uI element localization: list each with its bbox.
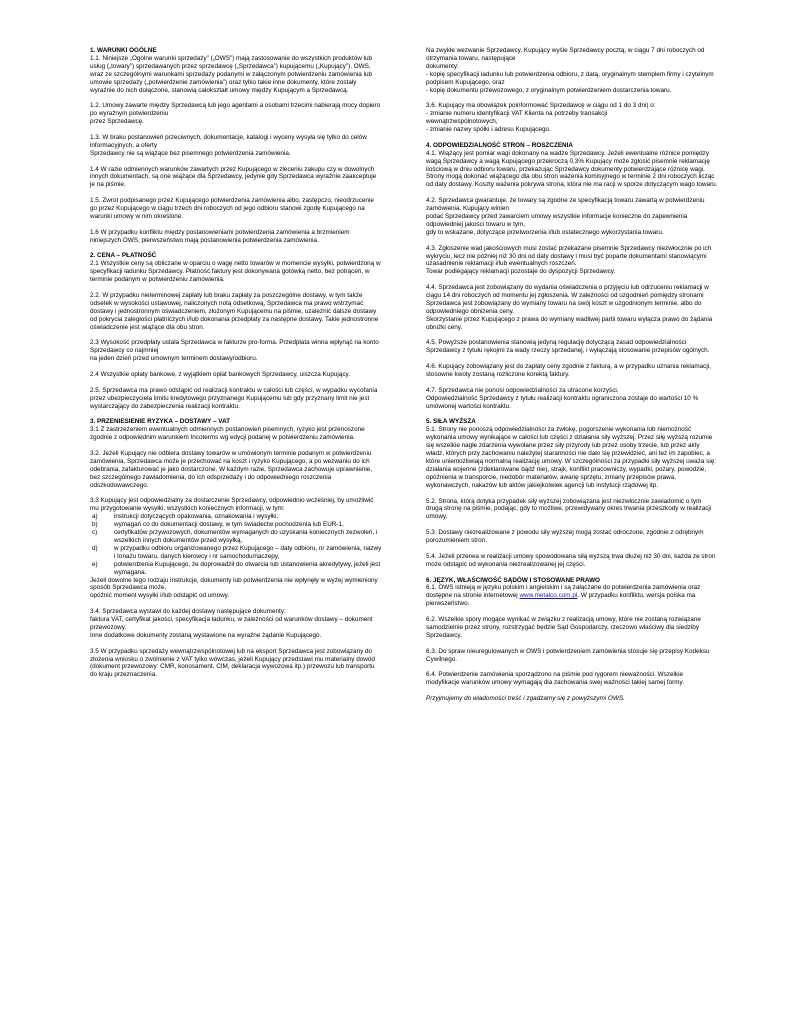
list-text: instrukcji dotyczących opakowania, oznakowania i wysyłki,	[114, 513, 279, 521]
list-marker: d)	[92, 544, 98, 552]
paragraph-5-3: 5.3. Dostawy niezrealizowane z powodu siły wyższej mogą zostać odroczone, zgodnie z odrębnym porozumieniem stron.	[426, 529, 704, 545]
paragraph-4-1: 4.1. Wiążący jest pomiar wagi dokonany na wadze Sprzedawcy. Jeżeli ewentualne różnice pomiędzy wagą Sprzedawcy a wagą Kupującego przekroczą 0,3% Kupujący może zgłosić pisemnie reklamację ilościową w dniu odbioru towaru, przekazując Sprzedawcy dokumenty potwierdzające różnicę wagi. Strony mogą dokonać wiążącego dla obu stron ważenia komisyjnego w terminie 2 dni roboczych licząc od daty dostawy. Koszty ważenia pokrywa strona, która nie ma racji w sporze dotyczącym wago towaru.	[426, 149, 718, 189]
paragraph-3-6-line-4: - zmianie nazwy spółki i adresu Kupującego.	[426, 126, 551, 134]
paragraph-1-2-line-2: przez Sprzedawcę.	[90, 118, 144, 126]
paragraph-4-2-line-3: gdy to wskazane, dotyczące przetworzenia i/lub ostatecznego wykorzystania towaru.	[426, 228, 664, 236]
section-3	[90, 418, 382, 679]
paragraph-2-3-line-1: 2.3 Wysokość przedpłaty ustala Sprzedawca w fakturze pro-forma. Przedpłata winna wpłynąć na konto Sprzedawcy co najmniej	[90, 339, 379, 355]
paragraph-5-1: 5.1. Strony nie ponoszą odpowiedzialności za zwłokę, pogorszenie wykonania lub niemożność wykonania umowy wynikające w całości lub części z działania siły wyższej. Przez siłę wyższą rozumie się wszelkie nagłe zdarzenia wywołane przez siły przyrody lub przez osoby trzecie, lub przez akty władz, których przy zachowaniu należytej staranności nie dało się przewidzieć, ani też im zapobiec, a które uniemożliwiają normalną realizację umowy. W szczególności za przypadki siły wyższej uważa się: działania wojenne (zdeklarowane bądź nie), strajk, konflikt pracowniczy, wypadki, pożary, powodzie, opóźnienia w transporcie, niedobór materiałów, awarię sprzętu, zmiany przepisów prawa, wykonawczych, nakazów lub aktów jakiejkolwiek agencji lub instytucji rządowej itp.	[426, 426, 717, 489]
list-marker: a)	[92, 513, 98, 521]
left-column	[90, 47, 382, 687]
paragraph-3-6	[426, 102, 718, 134]
list-text: certyfikatów przywozowych, dokumentów wymaganych do uzyskania koniecznych zezwoleń, i wszelkich innych dokumentów przed wysyłką,	[114, 529, 378, 544]
list-marker: b)	[92, 521, 98, 529]
paragraph-3-3-after-line-2: opóźnić moment wysyłki i/lub odstąpić od umowy.	[90, 592, 230, 600]
paragraph-1-2	[90, 102, 382, 126]
paragraph-1-2-line-1: 1.2. Umowy zawarte między Sprzedawcą lub jego agentami a osobami trzecimi nabierają mocy dopiero po wyraźnym potwierdzeniu	[90, 102, 381, 118]
paragraph-4-7-line-2: Odpowiedzialność Sprzedawcy z tytułu realizacji kontraktu ograniczona zostaje do wartości 10 % umówionej wartości kontraktu.	[426, 394, 699, 410]
section-5	[426, 418, 718, 568]
paragraph-4-4-line-1: 4.4. Sprzedawca jest zobowiązany do wydania oświadczenia o przyjęciu lub odrzuceniu reklamacji w ciągu 14 dni roboczych od momentu jej zgłoszenia. W zależności od uzgodnień pomiędzy stronami Sprzedawca jest zobowiązany do wymiany towaru na swój koszt w uzgodnionym terminie, albo do odpowiedniego obniżenia ceny.	[426, 284, 709, 315]
paragraph-4-5: 4.5. Powyższe postanowienia stanowią jedyną regulację dotyczącą zasad odpowiedzialności Sprzedawcy z tytułu rękojmi za wady rzeczy sprzedanej, i wyłączają stosowanie przepisów ogólnych.	[426, 339, 710, 355]
paragraph-3-4-line-1: 3.4. Sprzedawca wystawi do każdej dostawy następujące dokumenty:	[90, 608, 286, 616]
paragraph-4-2	[426, 197, 718, 237]
continued-line-2: dokumenty:	[426, 62, 459, 70]
section-2	[90, 252, 382, 410]
paragraph-4-2-line-1: 4.2. Sprzedawca gwarantuje, że towary są zgodne ze specyfikacją towaru zawartą w potwierdzeniu zamówienia. Kupujący winien	[426, 197, 705, 213]
list-item	[90, 513, 382, 521]
paragraph-4-4-line-2: Skorzystanie przez Kupującego z prawa do wymiany wadliwej partii towaru wyłącza prawo do żądania obniżki ceny.	[426, 315, 713, 331]
list-item	[90, 529, 382, 545]
section-1-title: 1. WARUNKI OGÓLNE	[90, 47, 157, 54]
section-1	[90, 47, 382, 245]
paragraph-3-4	[90, 608, 382, 640]
paragraph-1-5: 1.5. Zwrot podpisanego przez Kupującego potwierdzenia zamówienia albo, zastępczo, nieodrzucenie go przez Kupującego w ciągu trzech dni roboczych od jego odbioru stanowi zgodę Kupującego na warunki umowy w nim określone.	[90, 197, 374, 220]
paragraph-3-2: 3.2. Jeżeli Kupujący nie odbiera dostawy towarów w umówionym terminie podanym w potwierdzeniu zamówienia, Sprzedawca może je przechować na koszt i ryzyko Kupującego, a po wezwaniu do ich odebrania, zafakturować je jako dostarczone. W każdym razie, Sprzedawca zachowuje uprawnienie, bez szczególnego zawiadomienia, do ich odsprzedaży i do odpowiedniego roszczenia odszkodowawczego.	[90, 450, 373, 489]
paragraph-6-1	[426, 584, 718, 608]
paragraph-1-3-line-2: Sprzedawcy nie są wiążące bez pisemnego potwierdzenia zamówienia.	[90, 149, 291, 157]
section-2-title: 2. CENA – PŁATNOŚĆ	[90, 252, 157, 260]
paragraph-4-7-line-1: 4.7. Sprzedawca nie ponosi odpowiedzialności za utracone korzyści.	[426, 386, 619, 394]
paragraph-5-4: 5.4. Jeżeli przerwa w realizacji umowy spowodowana siłą wyższą trwa dłużej niż 30 dni, każda ze stron może odstąpić od wykonania niezrealizowanej jej części.	[426, 552, 716, 568]
paragraph-2-2: 2.2. W przypadku nieterminowej zapłaty lub braku zapłaty za poszczególne dostawy, w tym także odsetek w wysokości ustawowej, naliczonych notą odsetkową, Sprzedawca ma prawo wstrzymać dostawy i jednostronnym oświadczeniem, złożonym Kupującemu na piśmie, uzależnić dalsze dostawy od pokrycia zaległości płatniczych i/lub dokonania przedpłaty za następne dostawy. Takie jednostronne oświadczenie jest wiążące dla obu stron.	[90, 291, 379, 331]
paragraph-2-3	[90, 339, 382, 363]
list-marker: c)	[92, 529, 98, 537]
paragraph-2-1: 2.1 Wszystkie ceny są obliczane w oparciu o wagę netto towarów w momencie wysyłki, potwierdzoną w specyfikacji ładunku Sprzedawcy. Płatność faktury jest dokonywana gotówką netto, bez potrąceń, w terminie podanym w potwierdzeniu zamówienia.	[90, 260, 381, 284]
paragraph-3-3	[90, 497, 382, 600]
paragraph-3-6-line-1: 3.6. Kupujący ma obowiązek poinformować Sprzedawcę w ciągu od 1 do 3 dni) o:	[426, 102, 656, 110]
website-link[interactable]: www.metalco.com.pl	[519, 592, 578, 600]
continued-line-4: - kopię dokumentu przewozowego, z oryginalnym potwierdzeniem dostarczenia towaru.	[426, 86, 672, 94]
section-6	[426, 577, 718, 688]
paragraph-3-6-line-3: wewnątrzwspólnotowych,	[426, 118, 498, 126]
section-5-title: 5. SIŁA WYŻSZA	[426, 418, 476, 426]
paragraph-3-3-list	[90, 513, 382, 576]
closing-statement: Przyjmujemy do wiadomości treść i zgadzamy się z powyższymi OWS.	[426, 695, 625, 703]
section-4	[426, 142, 718, 411]
paragraph-4-2-line-2: podać Sprzedawcy przed zawarciem umowy wszystkie informacje konieczne do zapewnienia odpowiedniej jakości towaru w tym,	[426, 212, 688, 228]
paragraph-3-3-after-line-1: Jeżeli dowolne tego rodzaju instrukcje, dokumenty lub potwierdzenia nie wpłynęły w wyżej wymieniony sposób Sprzedawca może,	[90, 576, 378, 592]
continued-line-1: Na zwykłe wezwanie Sprzedawcy, Kupujący wyśle Sprzedawcy pocztą, w ciągu 7 dni roboczych od otrzymania towaru, następujące	[426, 47, 705, 62]
list-text: wymagań co do dokumentacji dostawy, w tym świadectw pochodzenia lub EUR-1,	[114, 521, 344, 529]
paragraph-4-7	[426, 387, 718, 411]
paragraph-6-4: 6.4. Potwierdzenie zamówienia sporządzono na piśmie pod rygorem nieważności. Wszelkie modyfikacje warunków umowy wymagają dla zachowania swej ważności takiej samej formy.	[426, 671, 684, 687]
paragraph-2-3-line-2: na jeden dzień przed umownym terminem dostawy/odbioru.	[90, 355, 258, 363]
paragraph-5-2: 5.2. Strona, którą dotyka przypadek siły wyższej zobowiązana jest niezwłocznie zawiadomić o tym drugą stronę na piśmie, podając, gdy to możliwe, przewidywany okres trwania przeszkody w realizacji umowy.	[426, 497, 712, 521]
paragraph-6-1-text-end: . W przypadku konfliktu, wersja polska ma pierwszeństwo.	[426, 592, 696, 608]
paragraph-1-6: 1.6 W przypadku konfliktu między postanowieniami potwierdzenia zamówienia a brzmieniem niniejszych OWS, pierwszeństwo mają postanowienia potwierdzenia zamówienia.	[90, 228, 350, 244]
continued-line-3: - kopię specyfikacji ładunku lub potwierdzenia odbioru, z datą, oryginalnym stemplem firmy i czytelnym podpisem Kupującego, oraz	[426, 70, 714, 86]
paragraph-4-3	[426, 245, 718, 277]
paragraph-3-1: 3.1 Z zastrzeżeniem ewentualnych odmiennych postanowień pisemnych, ryzyko jest przenoszone zgodnie z odpowiednim warunkiem Incoterms wg edycji podanej w potwierdzeniu zamówienia.	[90, 426, 365, 442]
right-column	[426, 47, 718, 703]
paragraph-3-4-line-3: Inne dodatkowe dokumenty zostaną wystawione na wyraźne żądanie Kupującego.	[90, 631, 322, 639]
paragraph-3-5-continued	[426, 47, 718, 94]
paragraph-6-2: 6.2. Wszelkie spory mogące wynikać w związku z realizacją umowy, które nie zostaną rozwiązane samodzielnie przez strony, rozstrzygać będzie Sąd Gospodarczy, rzeczowo właściwy dla siedziby Sprzedawcy.	[426, 616, 701, 639]
section-3-title: 3. PRZENIESIENIE RYZYKA – DOSTAWY – VAT	[90, 418, 231, 426]
section-6-title: 6. JĘZYK, WŁAŚCIWOŚĆ SĄDÓW I STOSOWANE PRAWO	[426, 576, 600, 584]
paragraph-6-1-text: 6.1. OWS istnieją w języku polskim i angielskim i są załączane do potwierdzenia zamówienia oraz dostępne na stronie internetowej	[426, 584, 701, 600]
paragraph-3-5: 3.5 W przypadku sprzedaży wewnątrzwspólnotowej lub na eksport Sprzedawca jest zobowiązany do złożenia wniosku o zwolnienie z VAT tylko wówczas, jeżeli Kupujący przedstawi mu materialny dowód (dokument przewozowy: CMR, konosament, CIM, deklaracja wywozowa itp.) przewozu lub transportu do kraju przeznaczenia.	[90, 647, 375, 679]
paragraph-1-1: 1.1. Niniejsze „Ogólne warunki sprzedaży” („OWS”) mają zastosowanie do wszystkich produktów lub usług („towary”) sprzedawanych przez sprzedawcę („Sprzedawca”) kupującemu („Kupujący”). OWS, wraz ze szczególnymi warunkami sprzedaży podanymi w załączonym potwierdzeniu zamówienia lub umowie sprzedaży („potwierdzenie zamówienia”) oraz tylko takie inne dokumenty, które zostały wyraźnie do nich dołączone, stanowią całokształt umowy między Kupującym a Sprzedawcą.	[90, 54, 373, 94]
paragraph-4-3-line-2: Towar podlegający reklamacji pozostaje do dyspozycji Sprzedawcy.	[426, 268, 616, 276]
paragraph-4-6: 4.6. Kupujący zobowiązany jest do zapłaty ceny zgodnie z fakturą, a w przypadku uznania reklamacji, stosowne kwoty zostaną rozliczone korektą faktury.	[426, 363, 711, 379]
paragraph-3-6-line-2: - zmianie numeru identyfikacji VAT Klienta na potrzeby transakcji	[426, 110, 608, 118]
list-item	[90, 561, 382, 577]
paragraph-3-4-line-2: faktura VAT, certyfikat jakości, specyfikacja ładunku, w zależności od warunków dostawy – dokument przewozowy.	[90, 616, 373, 631]
paragraph-1-3-line-1: 1.3. W braku postanowień przeciwnych, dokumentacje, katalogi i wyceny wysyła się tylko do celów informacyjnych, a oferty	[90, 133, 367, 149]
paragraph-2-4: 2.4 Wszystkie opłaty bankowe, z wyjątkiem opłat bankowych Sprzedawcy, uiszcza Kupujący.	[90, 371, 350, 379]
list-item	[90, 545, 382, 561]
paragraph-4-3-line-1: 4.3. Zgłoszenie wad jakościowych musi zostać przekazane pisemnie Sprzedawcy niezwłocznie po ich wykryciu, lecz nie później niż 30 dni od daty dostawy i musi być poparte dokumentami stanowiącymi uzasadnienie reklamacji i/lub ewentualnych roszczeń.	[426, 244, 712, 268]
section-4-title: 4. ODPOWIEDZIALNOŚĆ STRON – ROSZCZENIA	[426, 141, 573, 149]
list-item	[90, 521, 382, 529]
paragraph-1-4: 1.4 W razie odmiennych warunków zawartych przez Kupującego w zleceniu zakupu czy w dowolnych innych dokumentach, są one wiążące dla Sprzedawcy, jedynie gdy Sprzedawca wyraźnie zaakceptuje je na piśmie.	[90, 165, 377, 189]
paragraph-2-5: 2.5. Sprzedawca ma prawo odstąpić od realizacji kontraktu w całości lub części, w wypadku wycofania przez ubezpieczyciela limitu kredytowego przyznanego Kupującemu lub gdy przyznany limit nie jest wystarczający do zabezpieczenia realizacji kontraktu.	[90, 386, 378, 410]
list-marker: e)	[92, 560, 98, 568]
list-text: potwierdzenia Kupującego, że doprowadził do otwarcia lub ustanowienia akredytywy, jeżeli jest wymagana.	[114, 560, 381, 576]
paragraph-3-3-intro: 3.3 Kupujący jest odpowiedzialny za dostarczenie Sprzedawcy, odpowiednio wcześniej, by umożliwić mu przygotowanie wysyłki, wszystkich koniecznych informacji, w tym:	[90, 497, 374, 513]
paragraph-1-3	[90, 134, 382, 158]
paragraph-6-3: 6.3. Do spraw nieuregulowanych w OWS i potwierdzeniem zamówienia stosuje się przepisy Kodeksu Cywilnego.	[426, 647, 710, 663]
paragraph-4-4	[426, 284, 718, 331]
list-text: w przypadku odbioru organizowanego przez Kupującego – daty odbioru, nr zamówienia, nazwy i tonażu towaru, danych kierowcy i nr samochodu/naczepy,	[114, 544, 382, 560]
